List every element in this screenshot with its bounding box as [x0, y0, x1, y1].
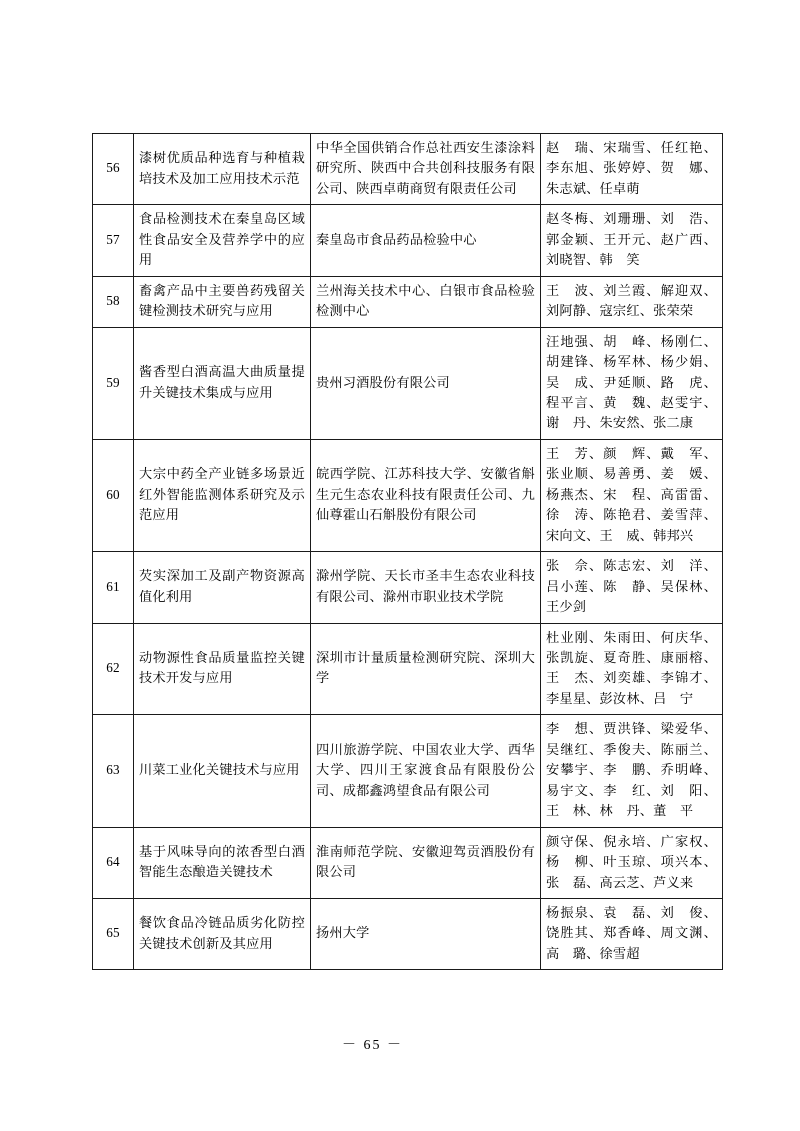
table-row: [93, 327, 723, 439]
row-index: 60: [93, 439, 134, 551]
row-index: 57: [93, 205, 134, 276]
project-title: 酱香型白酒高温大曲质量提升关键技术集成与应用: [134, 327, 311, 439]
table-row: [93, 715, 723, 827]
page-number: － 65 －: [342, 1038, 403, 1053]
project-orgs: 皖西学院、江苏科技大学、安徽省斛生元生态农业科技有限责任公司、九仙尊霍山石斛股份有限公司: [311, 439, 541, 551]
row-index: 63: [93, 715, 134, 827]
project-title: 大宗中药全产业链多场景近红外智能监测体系研究及示范应用: [134, 439, 311, 551]
project-title: 餐饮食品冷链品质劣化防控关键技术创新及其应用: [134, 898, 311, 969]
project-title: 食品检测技术在秦皇岛区域性食品安全及营养学中的应用: [134, 205, 311, 276]
award-table-body: [93, 134, 723, 970]
project-orgs: 秦皇岛市食品药品检验中心: [311, 205, 541, 276]
project-orgs: 四川旅游学院、中国农业大学、西华大学、四川王家渡食品有限股份公司、成都鑫鸿望食品有限公司: [311, 715, 541, 827]
project-people: 杨振泉、袁 磊、刘 俊、饶胜其、郑香峰、周文渊、高 璐、徐雪超: [541, 898, 723, 969]
project-orgs: 贵州习酒股份有限公司: [311, 327, 541, 439]
row-index: 56: [93, 134, 134, 205]
project-people: 张 佘、陈志宏、刘 洋、吕小莲、陈 静、吴保林、王少剑: [541, 552, 723, 623]
project-orgs: 淮南师范学院、安徽迎驾贡酒股份有限公司: [311, 827, 541, 898]
project-title: 动物源性食品质量监控关键技术开发与应用: [134, 623, 311, 715]
table-row: [93, 134, 723, 205]
table-row: [93, 205, 723, 276]
project-people: 王 芳、颜 辉、戴 军、张业顺、易善勇、姜 媛、杨燕杰、宋 程、高雷雷、徐 涛、陈艳君、姜雪萍、宋向文、王 威、韩邦兴: [541, 439, 723, 551]
project-title: 漆树优质品种选育与种植栽培技术及加工应用技术示范: [134, 134, 311, 205]
row-index: 62: [93, 623, 134, 715]
project-title: 畜禽产品中主要兽药残留关键检测技术研究与应用: [134, 276, 311, 327]
project-orgs: 中华全国供销合作总社西安生漆涂料研究所、陕西中合共创科技服务有限公司、陕西卓萌商贸有限责任公司: [311, 134, 541, 205]
project-people: 颜守保、倪永培、广家权、杨 柳、叶玉琼、项兴本、张 磊、高云芝、芦义来: [541, 827, 723, 898]
row-index: 64: [93, 827, 134, 898]
project-orgs: 扬州大学: [311, 898, 541, 969]
project-title: 川菜工业化关键技术与应用: [134, 715, 311, 827]
project-people: 李 想、贾洪锋、梁爱华、吴继红、季俊夫、陈丽兰、安攀宇、李 鹏、乔明峰、易宇文、李 红、刘 阳、王 林、林 丹、董 平: [541, 715, 723, 827]
table-row: [93, 898, 723, 969]
project-orgs: 兰州海关技术中心、白银市食品检验检测中心: [311, 276, 541, 327]
project-people: 杜业刚、朱雨田、何庆华、张凯旋、夏奇胜、康丽榕、王 杰、刘奕雄、李锦才、李星星、彭汝林、吕 宁: [541, 623, 723, 715]
row-index: 59: [93, 327, 134, 439]
project-people: 赵冬梅、刘珊珊、刘 浩、郭金颖、王开元、赵广西、刘晓智、韩 笑: [541, 205, 723, 276]
table-row: [93, 439, 723, 551]
project-people: 赵 瑞、宋瑞雪、任红艳、李东旭、张婷婷、贺 娜、朱志斌、任卓萌: [541, 134, 723, 205]
project-title: 基于风味导向的浓香型白酒智能生态酿造关键技术: [134, 827, 311, 898]
table-row: [93, 552, 723, 623]
table-row: [93, 827, 723, 898]
row-index: 58: [93, 276, 134, 327]
award-project-table: [92, 133, 723, 970]
table-row: [93, 623, 723, 715]
project-people: 王 波、刘兰霞、解迎双、刘阿静、寇宗红、张荣荣: [541, 276, 723, 327]
table-row: [93, 276, 723, 327]
row-index: 61: [93, 552, 134, 623]
project-orgs: 滁州学院、天长市圣丰生态农业科技有限公司、滁州市职业技术学院: [311, 552, 541, 623]
project-title: 芡实深加工及副产物资源高值化利用: [134, 552, 311, 623]
project-orgs: 深圳市计量质量检测研究院、深圳大学: [311, 623, 541, 715]
row-index: 65: [93, 898, 134, 969]
project-people: 汪地强、胡 峰、杨刚仁、胡建锋、杨军林、杨少娟、吴 成、尹延顺、路 虎、程平言、黄 魏、赵雯宇、谢 丹、朱安然、张二康: [541, 327, 723, 439]
